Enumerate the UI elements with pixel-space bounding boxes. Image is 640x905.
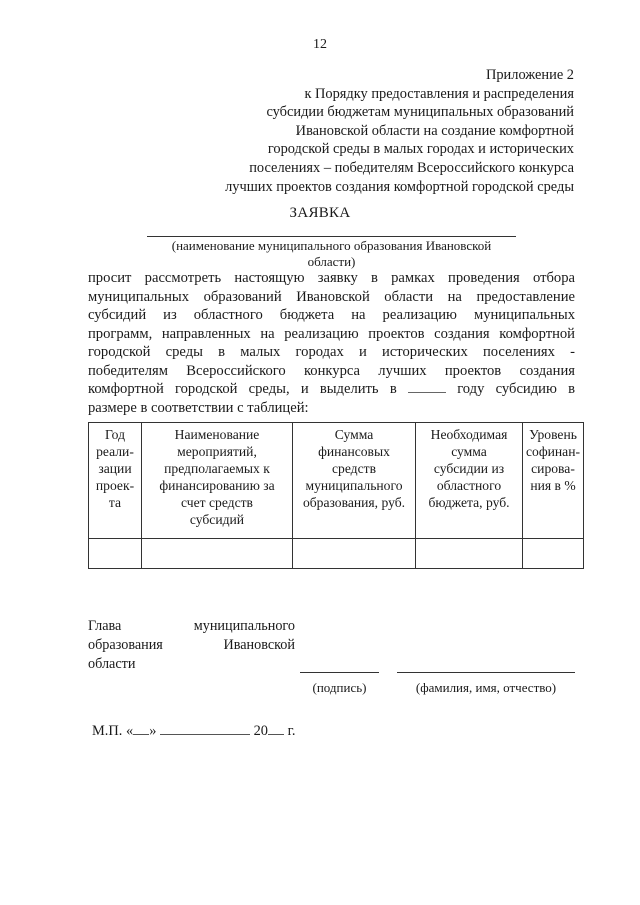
signatory-line: образования Ивановской [88,637,295,653]
cell-municipal-funds[interactable] [293,539,416,569]
appendix-line: лучших проектов создания комфортной городской среды [225,178,574,195]
header-text-line: муниципального [305,478,403,493]
header-text-line: субсидии из [433,461,505,476]
page-number: 12 [313,37,327,52]
month-field[interactable] [160,722,250,735]
cell-required-subsidy[interactable] [416,539,523,569]
signatory-title [88,617,295,674]
header-text-line: счет средств [181,495,253,510]
header-year [89,423,142,539]
paragraph-text: году субсидию в [457,381,575,397]
paragraph-line: размере в соответствии с таблицей: [88,399,309,416]
appendix-line: к Порядку предоставления и распределения [304,85,574,102]
header-text-line: мероприятий, [177,444,257,459]
signatory-line: Глава муниципального [88,618,295,634]
appendix-line: субсидии бюджетам муниципальных образований [266,104,574,121]
appendix-line: поселениях – победителям Всероссийского конкурса [249,159,574,176]
request-paragraph [88,269,575,417]
header-text-line: ния в % [530,478,576,493]
paragraph-line: городской среды в малых городах и исторических поселениях - [88,344,575,360]
header-text-line: Сумма [334,427,374,442]
seal-date-line [92,722,296,740]
header-required-subsidy [416,423,523,539]
day-field[interactable] [133,722,149,735]
header-text-line: предполагаемых к [164,461,270,476]
header-text-line: софинан- [525,444,581,459]
signature-field[interactable] [300,672,379,673]
paragraph-line: муниципальных образований Ивановской области на предоставление [88,288,575,305]
appendix-header [225,66,574,196]
year-suffix: г. [287,723,296,739]
header-cofinancing-level [523,423,584,539]
header-text-line: бюджета, руб. [428,495,510,510]
header-text-line: средств [332,461,376,476]
table-header-row [89,423,584,539]
header-text-line: проек- [95,478,135,493]
header-text-line: финансовых [318,444,390,459]
municipality-name-caption: (наименование муниципального образования Ивановской области) [171,238,492,269]
header-text-line: та [108,495,122,510]
header-text-line: сирова- [531,461,575,476]
cell-activities[interactable] [142,539,293,569]
header-text-line: областного [436,478,502,493]
header-text-line: зации [98,461,132,476]
header-municipal-funds [293,423,416,539]
paragraph-text: комфортной городской среды, и выделить в [88,381,397,397]
header-text-line: сумма [451,444,487,459]
appendix-line: Ивановской области на создание комфортной [295,122,574,139]
signature-caption: (подпись) [312,680,367,695]
header-text-line: Необходимая [430,427,508,442]
paragraph-line: субсидий из областного бюджета на реализацию муниципальных [88,307,575,323]
document-title: ЗАЯВКА [289,205,351,221]
paragraph-line: программ, направленных на реализацию проектов создания комфортной [88,325,575,342]
header-activities [142,423,293,539]
header-text-line: субсидий [189,512,245,527]
paragraph-line-year [88,380,575,399]
year-prefix: 20 [253,723,268,739]
appendix-line: Приложение 2 [485,67,574,83]
paragraph-line: победителям Всероссийского конкурса лучших проектов создания [88,362,575,379]
subsidy-table [88,422,584,569]
close-quote: » [149,723,157,739]
header-text-line: Год [105,427,125,442]
paragraph-line: просит рассмотреть настоящую заявку в рамках проведения отбора [88,270,575,286]
year-blank-field[interactable] [408,380,446,393]
full-name-caption: (фамилия, имя, отчество) [415,680,557,695]
year-field[interactable] [268,722,284,735]
header-text-line: реали- [96,444,134,459]
municipality-name-field[interactable] [147,236,516,237]
header-text-line: Наименование [174,427,260,442]
cell-year[interactable] [89,539,142,569]
table-row [89,539,584,569]
cell-cofinancing-level[interactable] [523,539,584,569]
signatory-line: области [88,656,136,672]
header-text-line: образования, руб. [302,495,406,510]
full-name-field[interactable] [397,672,575,673]
header-text-line: Уровень [529,427,577,442]
seal-label: М.П. « [92,723,134,739]
header-text-line: финансированию за [159,478,275,493]
appendix-line: городской среды в малых городах и исторических [267,141,574,158]
